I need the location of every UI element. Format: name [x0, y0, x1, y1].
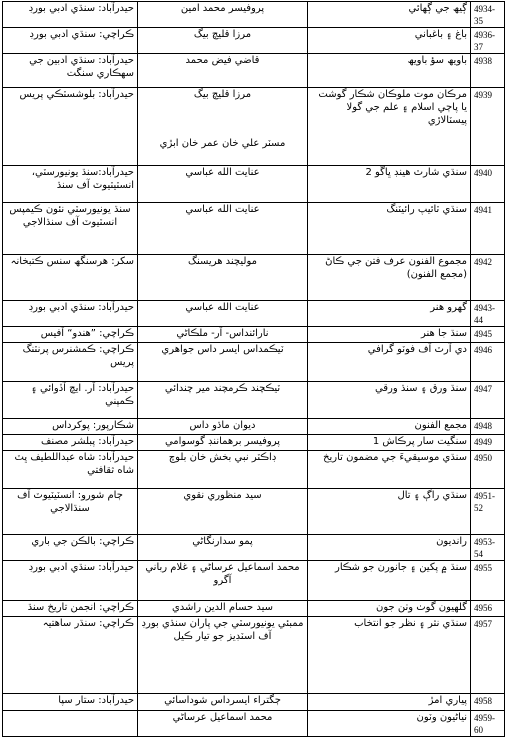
- entry-number-cell: 4959-60: [471, 711, 505, 737]
- table-row: [3, 694, 505, 711]
- title-cell: سنڌ ورق ۽ سنڌ ورقي: [308, 382, 471, 419]
- table-row: [3, 255, 505, 301]
- title-cell: ڳيھ جي ڳھائي: [308, 2, 471, 28]
- author-spacer: [141, 101, 304, 137]
- entry-number-cell: 4934-35: [471, 2, 505, 28]
- entry-number-cell: 4947: [471, 382, 505, 419]
- entry-number-cell: 4936-37: [471, 28, 505, 54]
- author-cell: ڊاڪٽر نبي بخش خان بلوچ: [138, 451, 308, 489]
- table-row: [3, 28, 505, 54]
- title-cell: سنڌي ٽائيپ رائيٽنگ: [308, 203, 471, 255]
- entry-number-cell: 4943-44: [471, 301, 505, 327]
- table-row: [3, 435, 505, 451]
- entry-number-cell: 4949: [471, 435, 505, 451]
- entry-number-cell: 4941: [471, 203, 505, 255]
- publisher-cell: ڪراچي: سنڌر ساهتيہ: [3, 617, 138, 694]
- publisher-cell: [3, 711, 138, 737]
- entry-number-cell: 4946: [471, 343, 505, 382]
- table-row: [3, 88, 505, 166]
- entry-number-cell: 4958: [471, 694, 505, 711]
- author-cell: نارائنداس- آر- ملڪاڻي: [138, 327, 308, 343]
- author-cell: ٽيڪچند ڪرمچند مير چندائي: [138, 382, 308, 419]
- title-cell: مرڪان موت ملوڪان شڪار گوشت يا پاڄي اسلام ۽ علم جي گولا پيسٽالاڙي: [308, 88, 471, 166]
- title-cell: مجموع الفنون عرف فتن جي ڪاڻ (مجمع الفنون): [308, 255, 471, 301]
- title-cell: پياري امڙ: [308, 694, 471, 711]
- author-secondary: مسٽر علي خان عمر خان ابڙي: [159, 138, 286, 149]
- title-cell: مجمع الفنون: [308, 419, 471, 435]
- author-cell: موليچند هريسنگ: [138, 255, 308, 301]
- author-cell: عنايت الله عباسي: [138, 203, 308, 255]
- title-cell: گلهيون گوٺ وٺن جون: [308, 601, 471, 617]
- author-cell: مرزا قليچ بيگ: [138, 28, 308, 54]
- title-cell: دي آرٽ آف فوٽو گرافي: [308, 343, 471, 382]
- title-cell: سنڌي راڳ ۽ تال: [308, 489, 471, 535]
- table-row: [3, 2, 505, 28]
- publisher-cell: ڪراچي: انجمن تاريخ سنڌ: [3, 601, 138, 617]
- publisher-cell: حيدرآباد:سنڌ يونيورسٽي، انسٽيٽيوٽ آف سنڌ: [3, 166, 138, 203]
- title-cell: سنڌي موسيقيءَ جي مضمون تاريخ: [308, 451, 471, 489]
- entry-number-cell: 4938: [471, 54, 505, 88]
- title-cell: سنڌي شارٽ هينڊ ڀاڱو 2: [308, 166, 471, 203]
- table-row: [3, 617, 505, 694]
- publisher-cell: ڪراچي: سنڌي ادبي بورڊ: [3, 28, 138, 54]
- table-row: [3, 327, 505, 343]
- table-row: [3, 166, 505, 203]
- author-cell: ممبئي يونيورسٽي جي پاران سنڌي بورڊ آف اسٽڊيز جو تيار ڪيل: [138, 617, 308, 694]
- publisher-cell: حيدرآباد: ستار سپا: [3, 694, 138, 711]
- catalog-table: [2, 1, 505, 737]
- entry-number-cell: 4948: [471, 419, 505, 435]
- publisher-cell: ڪراچي: ”هندو“ آفيس: [3, 327, 138, 343]
- publisher-cell: ڄام شورو: انسٽيٽيوٽ آف سنڌالاجي: [3, 489, 138, 535]
- table-row: [3, 711, 505, 737]
- title-cell: سنڌي نثر ۽ نظر جو انتخاب: [308, 617, 471, 694]
- author-cell: سيد حسام الدين راشدي: [138, 601, 308, 617]
- title-cell: گهرو هنر: [308, 301, 471, 327]
- entry-number-cell: 4956: [471, 601, 505, 617]
- publisher-cell: حيدرآباد: سنڌي ادبين جي سهڪاري سنگت: [3, 54, 138, 88]
- publisher-cell: سکر: هرسنگھ سنس ڪتبخانہ: [3, 255, 138, 301]
- table-row: [3, 489, 505, 535]
- entry-number-cell: 4939: [471, 88, 505, 166]
- table-row: [3, 203, 505, 255]
- publisher-cell: ڪراچي: ڪمشنرس پرنٽنگ پريس: [3, 343, 138, 382]
- author-primary: مرزا قليچ بيگ: [193, 89, 252, 100]
- catalog-body: [3, 2, 505, 737]
- title-cell: سنڌ ۾ پکين ۽ جانورن جو شڪار: [308, 561, 471, 601]
- author-cell: محمد اسماعيل عرساڻي: [138, 711, 308, 737]
- author-cell: قاضي فيض محمد: [138, 54, 308, 88]
- title-cell: سنگيت سار پرڪاش 1: [308, 435, 471, 451]
- author-cell: محمد اسماعيل عرساڻي ۽ غلام رباني آگرو: [138, 561, 308, 601]
- author-cell: ٽيڪمداس ايسر داس جواهري: [138, 343, 308, 382]
- entry-number-cell: 4940: [471, 166, 505, 203]
- publisher-cell: حيدرآباد: سنڌي ادبي بورڊ: [3, 2, 138, 28]
- entry-number-cell: 4955: [471, 561, 505, 601]
- title-cell: رانديون: [308, 535, 471, 561]
- publisher-cell: حيدرآباد: سنڌي ادبي بورڊ: [3, 561, 138, 601]
- table-row: [3, 419, 505, 435]
- title-cell: باويھ سؤ باويھ: [308, 54, 471, 88]
- publisher-cell: حيدرآباد: پبلشر مصنف: [3, 435, 138, 451]
- publisher-cell: حيدرآباد: بلوشسٽڪي پريس: [3, 88, 138, 166]
- publisher-cell: حيدرآباد: آر. ايچ آڏوائي ۽ ڪمپني: [3, 382, 138, 419]
- table-row: [3, 301, 505, 327]
- entry-number-cell: 4942: [471, 255, 505, 301]
- title-cell: سنڌ جا هنر: [308, 327, 471, 343]
- author-cell: پروفيسر محمد امين: [138, 2, 308, 28]
- author-cell: پمو سدارنگاڻي: [138, 535, 308, 561]
- publisher-cell: ڪراچي: بالڪن جي باري: [3, 535, 138, 561]
- author-cell: [138, 88, 308, 166]
- publisher-cell: حيدرآباد: سنڌي ادبي بورڊ: [3, 301, 138, 327]
- title-cell: باغ ۽ باغباني: [308, 28, 471, 54]
- author-cell: ديوان ماڌو داس: [138, 419, 308, 435]
- table-row: [3, 343, 505, 382]
- publisher-cell: حيدرآباد: شاه عبداللطيف ڀٽ شاه ثقافتي: [3, 451, 138, 489]
- entry-number-cell: 4950: [471, 451, 505, 489]
- table-row: [3, 451, 505, 489]
- table-row: [3, 561, 505, 601]
- title-cell: نياڻيون وٽون: [308, 711, 471, 737]
- author-cell: عنايت الله عباسي: [138, 166, 308, 203]
- entry-number-cell: 4951-52: [471, 489, 505, 535]
- entry-number-cell: 4953-54: [471, 535, 505, 561]
- publisher-cell: سنڌ يونيورسٽي نئون ڪيمپس انسٽيوٽ آف سنڌالاجي: [3, 203, 138, 255]
- author-cell: پروفيسر برهماننڊ گوسوامي: [138, 435, 308, 451]
- author-cell: ڄگتراء ايسرداس شوداسائي: [138, 694, 308, 711]
- table-row: [3, 382, 505, 419]
- entry-number-cell: 4945: [471, 327, 505, 343]
- table-row: [3, 601, 505, 617]
- publisher-cell: شڪارپور: پوکرداس: [3, 419, 138, 435]
- entry-number-cell: 4957: [471, 617, 505, 694]
- author-cell: سيد منظوري نقوي: [138, 489, 308, 535]
- table-row: [3, 535, 505, 561]
- author-cell: عنايت الله عباسي: [138, 301, 308, 327]
- table-row: [3, 54, 505, 88]
